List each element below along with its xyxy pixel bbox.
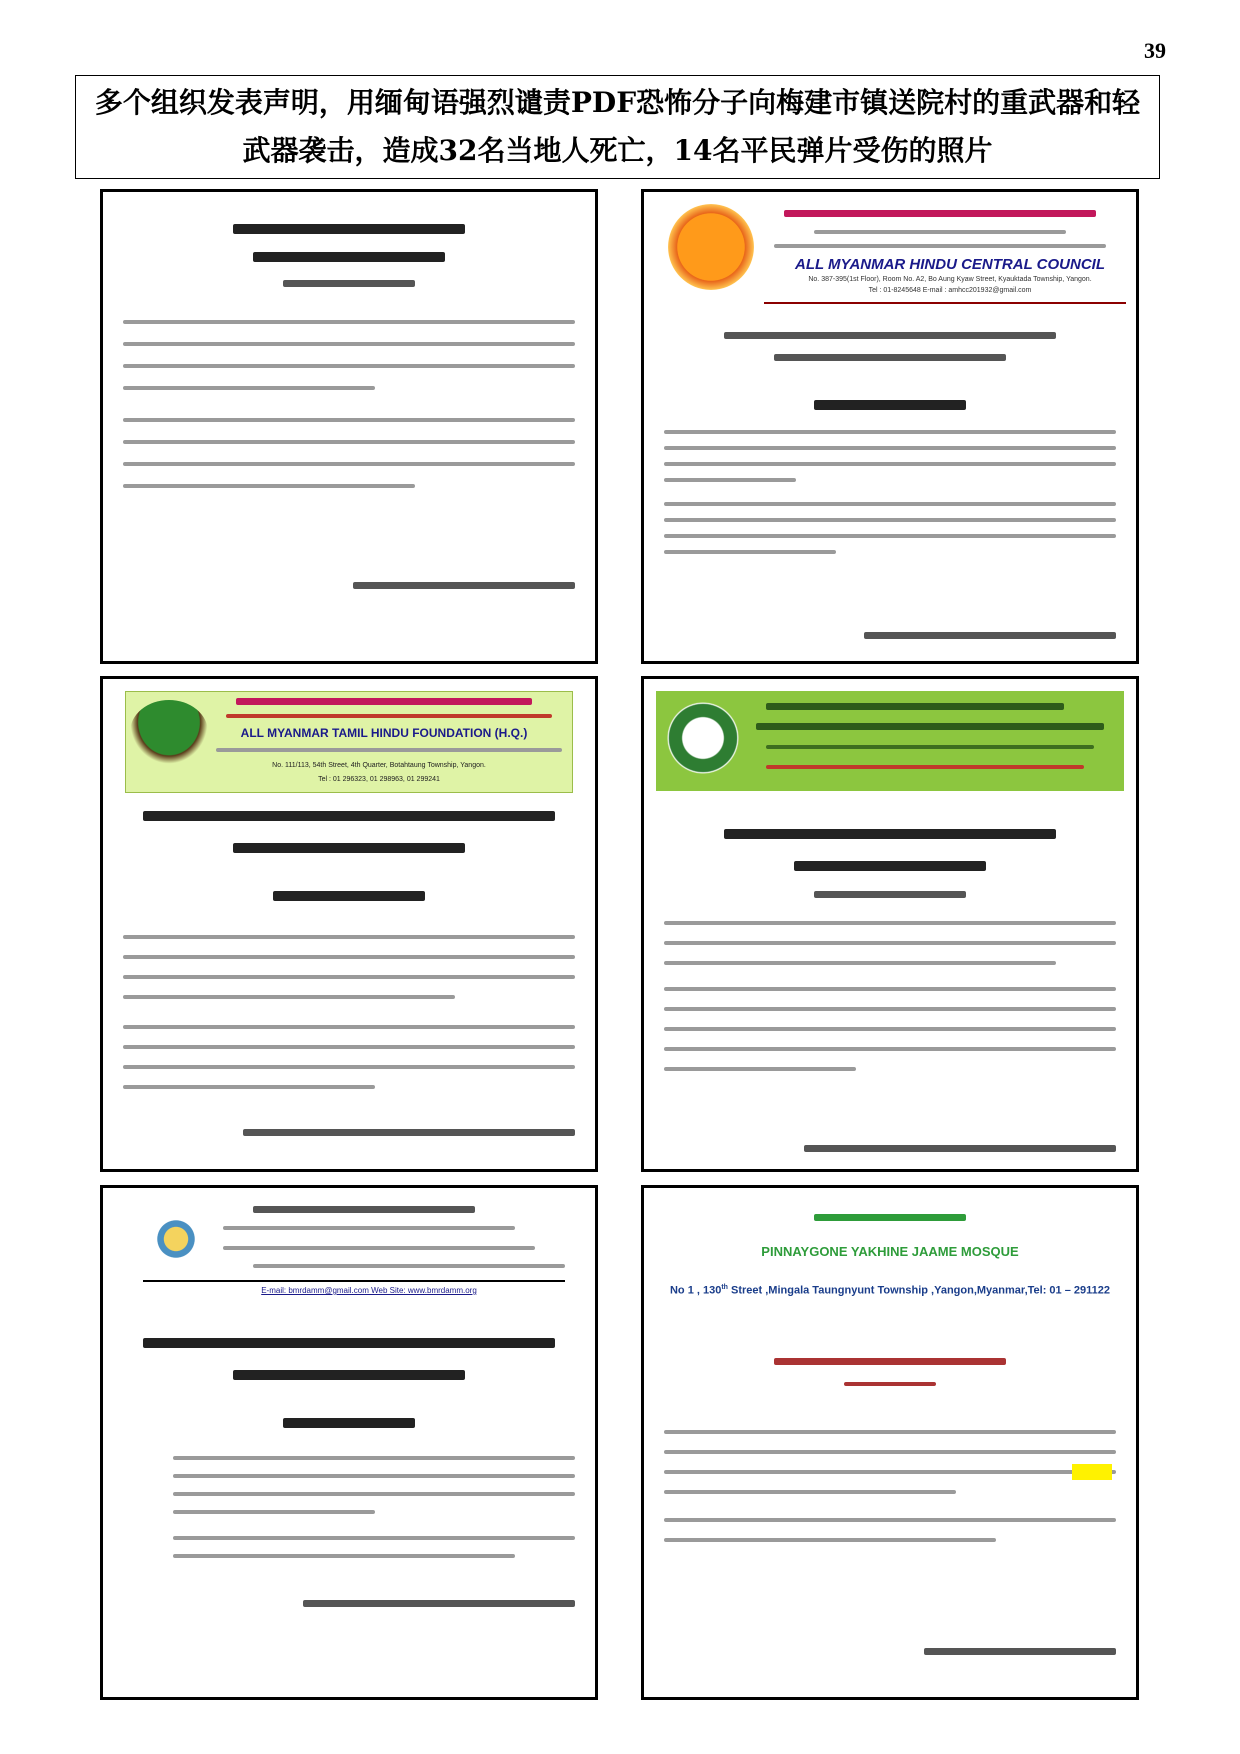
- mosque-name: PINNAYGONE YAKHINE JAAME MOSQUE: [761, 1244, 1019, 1259]
- statement-panel-3: [100, 676, 598, 1172]
- highlighted-word: [1072, 1464, 1112, 1480]
- hindu-council-contact: Tel : 01-8245648 E-mail : amhcc201932@gmail.com: [868, 287, 1032, 294]
- statement-panel-6: [641, 1185, 1139, 1700]
- page-number: 39: [1144, 38, 1166, 63]
- sun-temple-logo: [668, 204, 754, 290]
- statement-panel-5: [100, 1185, 598, 1700]
- statement-panel-1: [100, 189, 598, 664]
- caption-line-1: 多个组织发表声明，用缅甸语强烈谴责PDF恐怖分子向梅建市镇送院村的重武器和轻: [94, 86, 1141, 119]
- hindu-council-letterhead: [644, 192, 1136, 310]
- statement-body: [664, 1358, 1116, 1679]
- caption-line-2: 武器袭击，造成32名当地人死亡，14名平民弹片受伤的照片: [242, 134, 993, 167]
- statement-panel-2: [641, 189, 1139, 664]
- islamic-council-letterhead: [656, 691, 1124, 791]
- mosque-address-part-1: No 1 , 130: [669, 1284, 722, 1297]
- mosque-address-suffix: th: [721, 1284, 728, 1291]
- association-contact: E-mail: bmrdamm@gmail.com Web Site: www.bmrdamm.org: [261, 1286, 477, 1295]
- association-logo: [155, 1218, 197, 1260]
- mosque-address: [664, 1284, 1116, 1297]
- statement-body: [664, 829, 1116, 1151]
- tamil-foundation-contact: Tel : 01 296323, 01 298963, 01 299241: [318, 776, 440, 783]
- statement-body: [123, 1338, 575, 1679]
- statement-body: [664, 332, 1116, 643]
- tamil-foundation-name: ALL MYANMAR TAMIL HINDU FOUNDATION (H.Q.): [240, 726, 528, 740]
- photo-caption-box: [75, 75, 1160, 179]
- mosque-address-part-2: Street ,Mingala Taungnyunt Township ,Yangon,Myanmar,Tel: 01 – 291122: [727, 1284, 1110, 1297]
- hindu-council-address: No. 387-395(1st Floor), Room No. A2, Bo Aung Kyaw Street, Kyauktada Township, Yangon.: [808, 276, 1092, 283]
- statement-body: [123, 811, 575, 1151]
- association-letterhead: [103, 1200, 595, 1330]
- mosque-letterhead: [644, 1204, 1136, 1324]
- tamil-foundation-address: No. 111/113, 54th Street, 4th Quarter, Botahtaung Township, Yangon.: [272, 762, 486, 769]
- statement-body: [123, 210, 575, 643]
- statement-panel-4: [641, 676, 1139, 1172]
- mosque-emblem-logo: [662, 697, 744, 779]
- tamil-foundation-letterhead: [125, 691, 573, 793]
- hindu-council-name: ALL MYANMAR HINDU CENTRAL COUNCIL: [795, 256, 1105, 273]
